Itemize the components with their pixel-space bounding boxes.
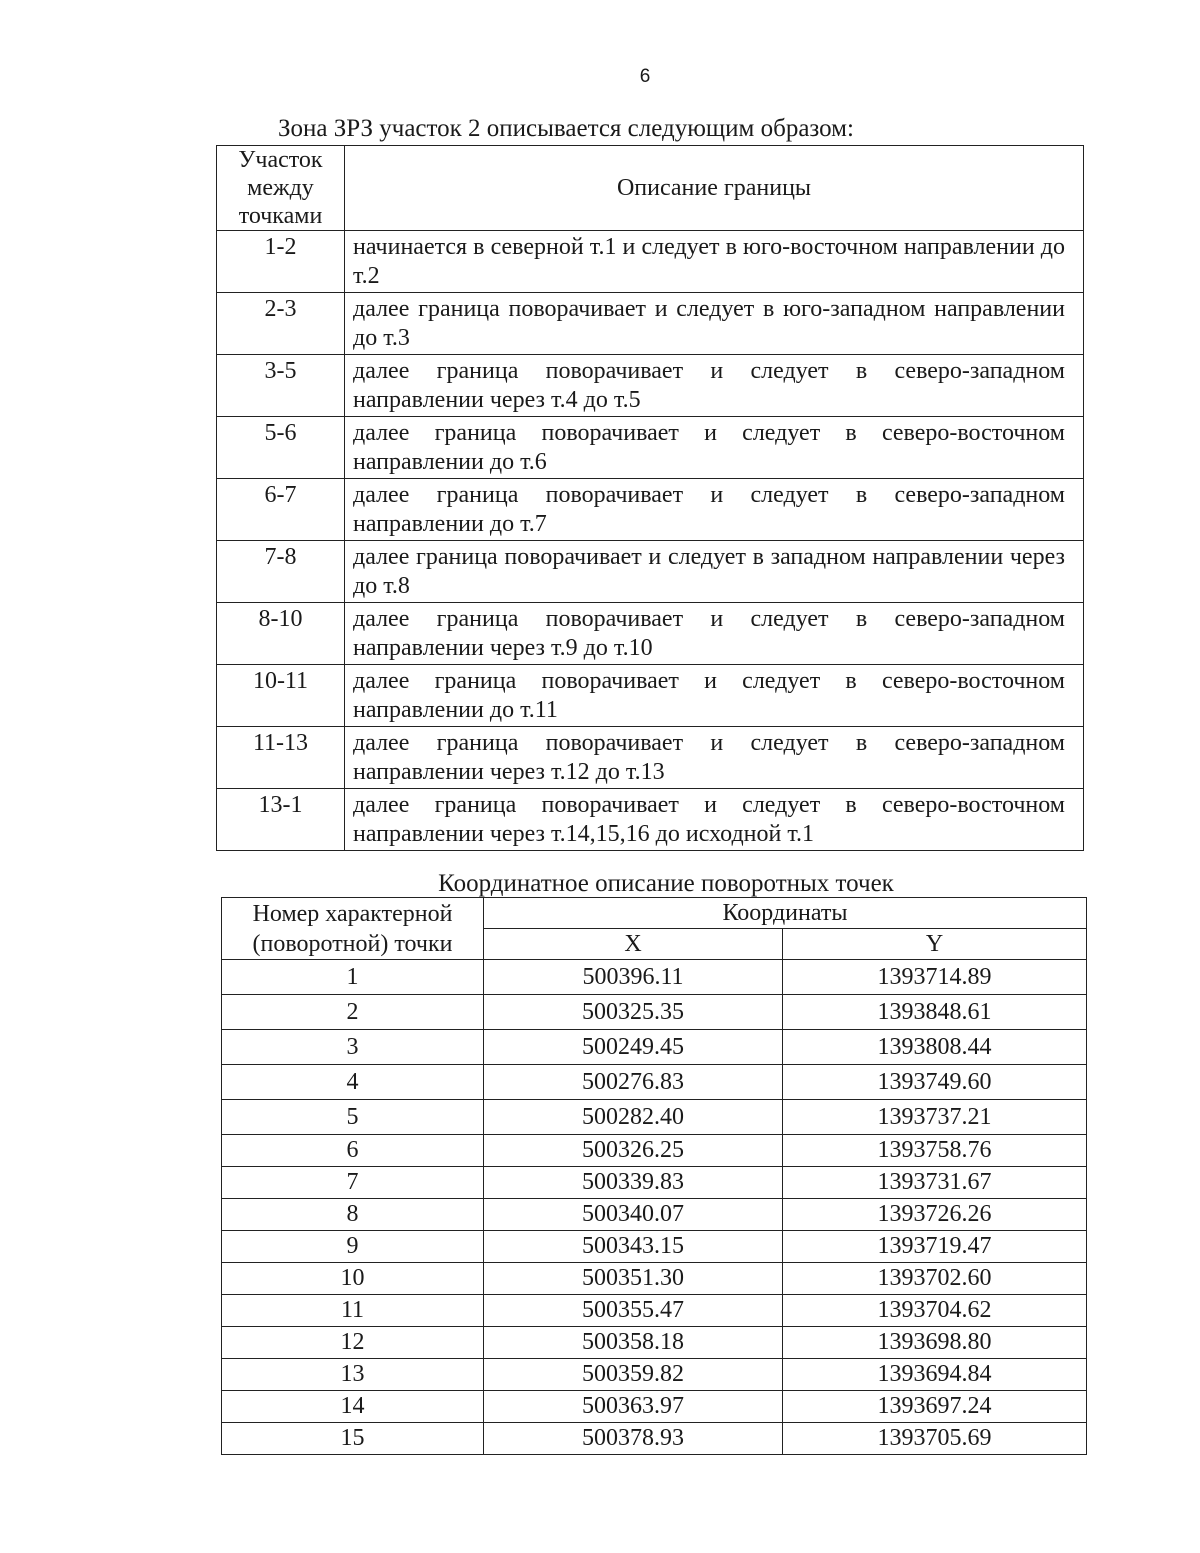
description-cell: далее граница поворачивает и следует в северо-восточном направлении до т.11 (345, 665, 1084, 727)
x-coordinate-cell: 500358.18 (484, 1327, 783, 1359)
description-cell: далее граница поворачивает и следует в западном направлении через до т.8 (345, 541, 1084, 603)
point-number-cell: 6 (222, 1135, 484, 1167)
segment-cell: 3-5 (217, 355, 345, 417)
segment-cell: 6-7 (217, 479, 345, 541)
point-number-cell: 1 (222, 960, 484, 995)
point-number-cell: 4 (222, 1065, 484, 1100)
table-row (217, 355, 1084, 417)
point-header-line: Номер характерной (252, 900, 453, 927)
point-number-cell: 5 (222, 1100, 484, 1135)
coordinates-table-header (222, 898, 1087, 929)
x-coordinate-cell: 500249.45 (484, 1030, 783, 1065)
x-coordinate-cell: 500396.11 (484, 960, 783, 995)
segment-cell: 2-3 (217, 293, 345, 355)
table-row (222, 1065, 1087, 1100)
point-header-line: (поворотной) точки (252, 930, 453, 957)
x-coordinate-cell: 500340.07 (484, 1199, 783, 1231)
point-number-cell: 13 (222, 1359, 484, 1391)
y-coordinate-cell: 1393808.44 (783, 1030, 1087, 1065)
page-number: 6 (639, 66, 651, 87)
description-cell: далее граница поворачивает и следует в северо-западном направлении до т.7 (345, 479, 1084, 541)
x-coordinate-cell: 500343.15 (484, 1231, 783, 1263)
segment-cell: 7-8 (217, 541, 345, 603)
table-row (222, 1423, 1087, 1455)
description-cell: далее граница поворачивает и следует в северо-западном направлении через т.4 до т.5 (345, 355, 1084, 417)
y-coordinate-cell: 1393698.80 (783, 1327, 1087, 1359)
table-row (222, 1391, 1087, 1423)
point-number-cell: 3 (222, 1030, 484, 1065)
point-number-cell: 10 (222, 1263, 484, 1295)
table-row (217, 541, 1084, 603)
segment-header-line: между (247, 175, 314, 201)
description-cell: далее граница поворачивает и следует в северо-западном направлении через т.12 до т.13 (345, 727, 1084, 789)
table-row (217, 293, 1084, 355)
coordinates-table-body (222, 960, 1087, 1455)
table-row (222, 1263, 1087, 1295)
description-cell: далее граница поворачивает и следует в северо-западном направлении через т.9 до т.10 (345, 603, 1084, 665)
description-cell: начинается в северной т.1 и следует в юго-восточном направлении до т.2 (345, 231, 1084, 293)
segment-header-line: точками (238, 203, 323, 229)
point-number-cell: 7 (222, 1167, 484, 1199)
point-number-cell: 12 (222, 1327, 484, 1359)
x-coordinate-cell: 500355.47 (484, 1295, 783, 1327)
table-row (222, 1295, 1087, 1327)
x-coordinate-cell: 500326.25 (484, 1135, 783, 1167)
table-row (222, 1030, 1087, 1065)
table-row (222, 1135, 1087, 1167)
segment-header-line: Участок (238, 147, 323, 173)
coordinates-table-caption: Координатное описание поворотных точек (438, 870, 894, 897)
table-row (222, 1167, 1087, 1199)
table-row (222, 1359, 1087, 1391)
table-row (217, 417, 1084, 479)
table-row (222, 1199, 1087, 1231)
y-coordinate-cell: 1393848.61 (783, 995, 1087, 1030)
x-coordinate-cell: 500363.97 (484, 1391, 783, 1423)
point-number-cell: 11 (222, 1295, 484, 1327)
table-row (217, 727, 1084, 789)
y-coordinate-cell: 1393704.62 (783, 1295, 1087, 1327)
boundary-table-caption: Зона ЗРЗ участок 2 описывается следующим образом: (278, 115, 854, 142)
boundary-description-table (216, 145, 1084, 851)
x-coordinate-cell: 500282.40 (484, 1100, 783, 1135)
x-column-header: X (484, 929, 783, 960)
y-coordinate-cell: 1393726.26 (783, 1199, 1087, 1231)
y-coordinate-cell: 1393694.84 (783, 1359, 1087, 1391)
y-coordinate-cell: 1393737.21 (783, 1100, 1087, 1135)
y-coordinate-cell: 1393749.60 (783, 1065, 1087, 1100)
y-coordinate-cell: 1393714.89 (783, 960, 1087, 995)
y-coordinate-cell: 1393705.69 (783, 1423, 1087, 1455)
segment-cell: 8-10 (217, 603, 345, 665)
y-coordinate-cell: 1393697.24 (783, 1391, 1087, 1423)
coordinates-group-header: Координаты (484, 898, 1087, 929)
table-row (217, 231, 1084, 293)
table-row (222, 960, 1087, 995)
table-row (217, 789, 1084, 851)
y-coordinate-cell: 1393731.67 (783, 1167, 1087, 1199)
segment-column-header (217, 146, 345, 231)
x-coordinate-cell: 500359.82 (484, 1359, 783, 1391)
table-row (222, 1100, 1087, 1135)
table-row (222, 1231, 1087, 1263)
table-row (217, 479, 1084, 541)
segment-cell: 5-6 (217, 417, 345, 479)
y-coordinate-cell: 1393758.76 (783, 1135, 1087, 1167)
segment-cell: 1-2 (217, 231, 345, 293)
x-coordinate-cell: 500378.93 (484, 1423, 783, 1455)
x-coordinate-cell: 500325.35 (484, 995, 783, 1030)
table-row (217, 665, 1084, 727)
y-coordinate-cell: 1393719.47 (783, 1231, 1087, 1263)
description-cell: далее граница поворачивает и следует в северо-восточном направлении до т.6 (345, 417, 1084, 479)
description-cell: далее граница поворачивает и следует в юго-западном направлении до т.3 (345, 293, 1084, 355)
coordinates-table (221, 897, 1087, 1455)
point-number-cell: 14 (222, 1391, 484, 1423)
point-number-cell: 15 (222, 1423, 484, 1455)
segment-cell: 11-13 (217, 727, 345, 789)
x-coordinate-cell: 500339.83 (484, 1167, 783, 1199)
table-row (222, 1327, 1087, 1359)
table-row (217, 603, 1084, 665)
point-number-cell: 8 (222, 1199, 484, 1231)
description-cell: далее граница поворачивает и следует в северо-восточном направлении через т.14,15,16 до исходной т.1 (345, 789, 1084, 851)
boundary-table-header (217, 146, 1084, 231)
point-number-cell: 2 (222, 995, 484, 1030)
point-number-cell: 9 (222, 1231, 484, 1263)
segment-cell: 10-11 (217, 665, 345, 727)
x-coordinate-cell: 500276.83 (484, 1065, 783, 1100)
y-coordinate-cell: 1393702.60 (783, 1263, 1087, 1295)
description-column-header: Описание границы (345, 146, 1084, 231)
y-column-header: Y (783, 929, 1087, 960)
segment-cell: 13-1 (217, 789, 345, 851)
table-row (222, 995, 1087, 1030)
point-number-column-header (222, 898, 484, 960)
x-coordinate-cell: 500351.30 (484, 1263, 783, 1295)
